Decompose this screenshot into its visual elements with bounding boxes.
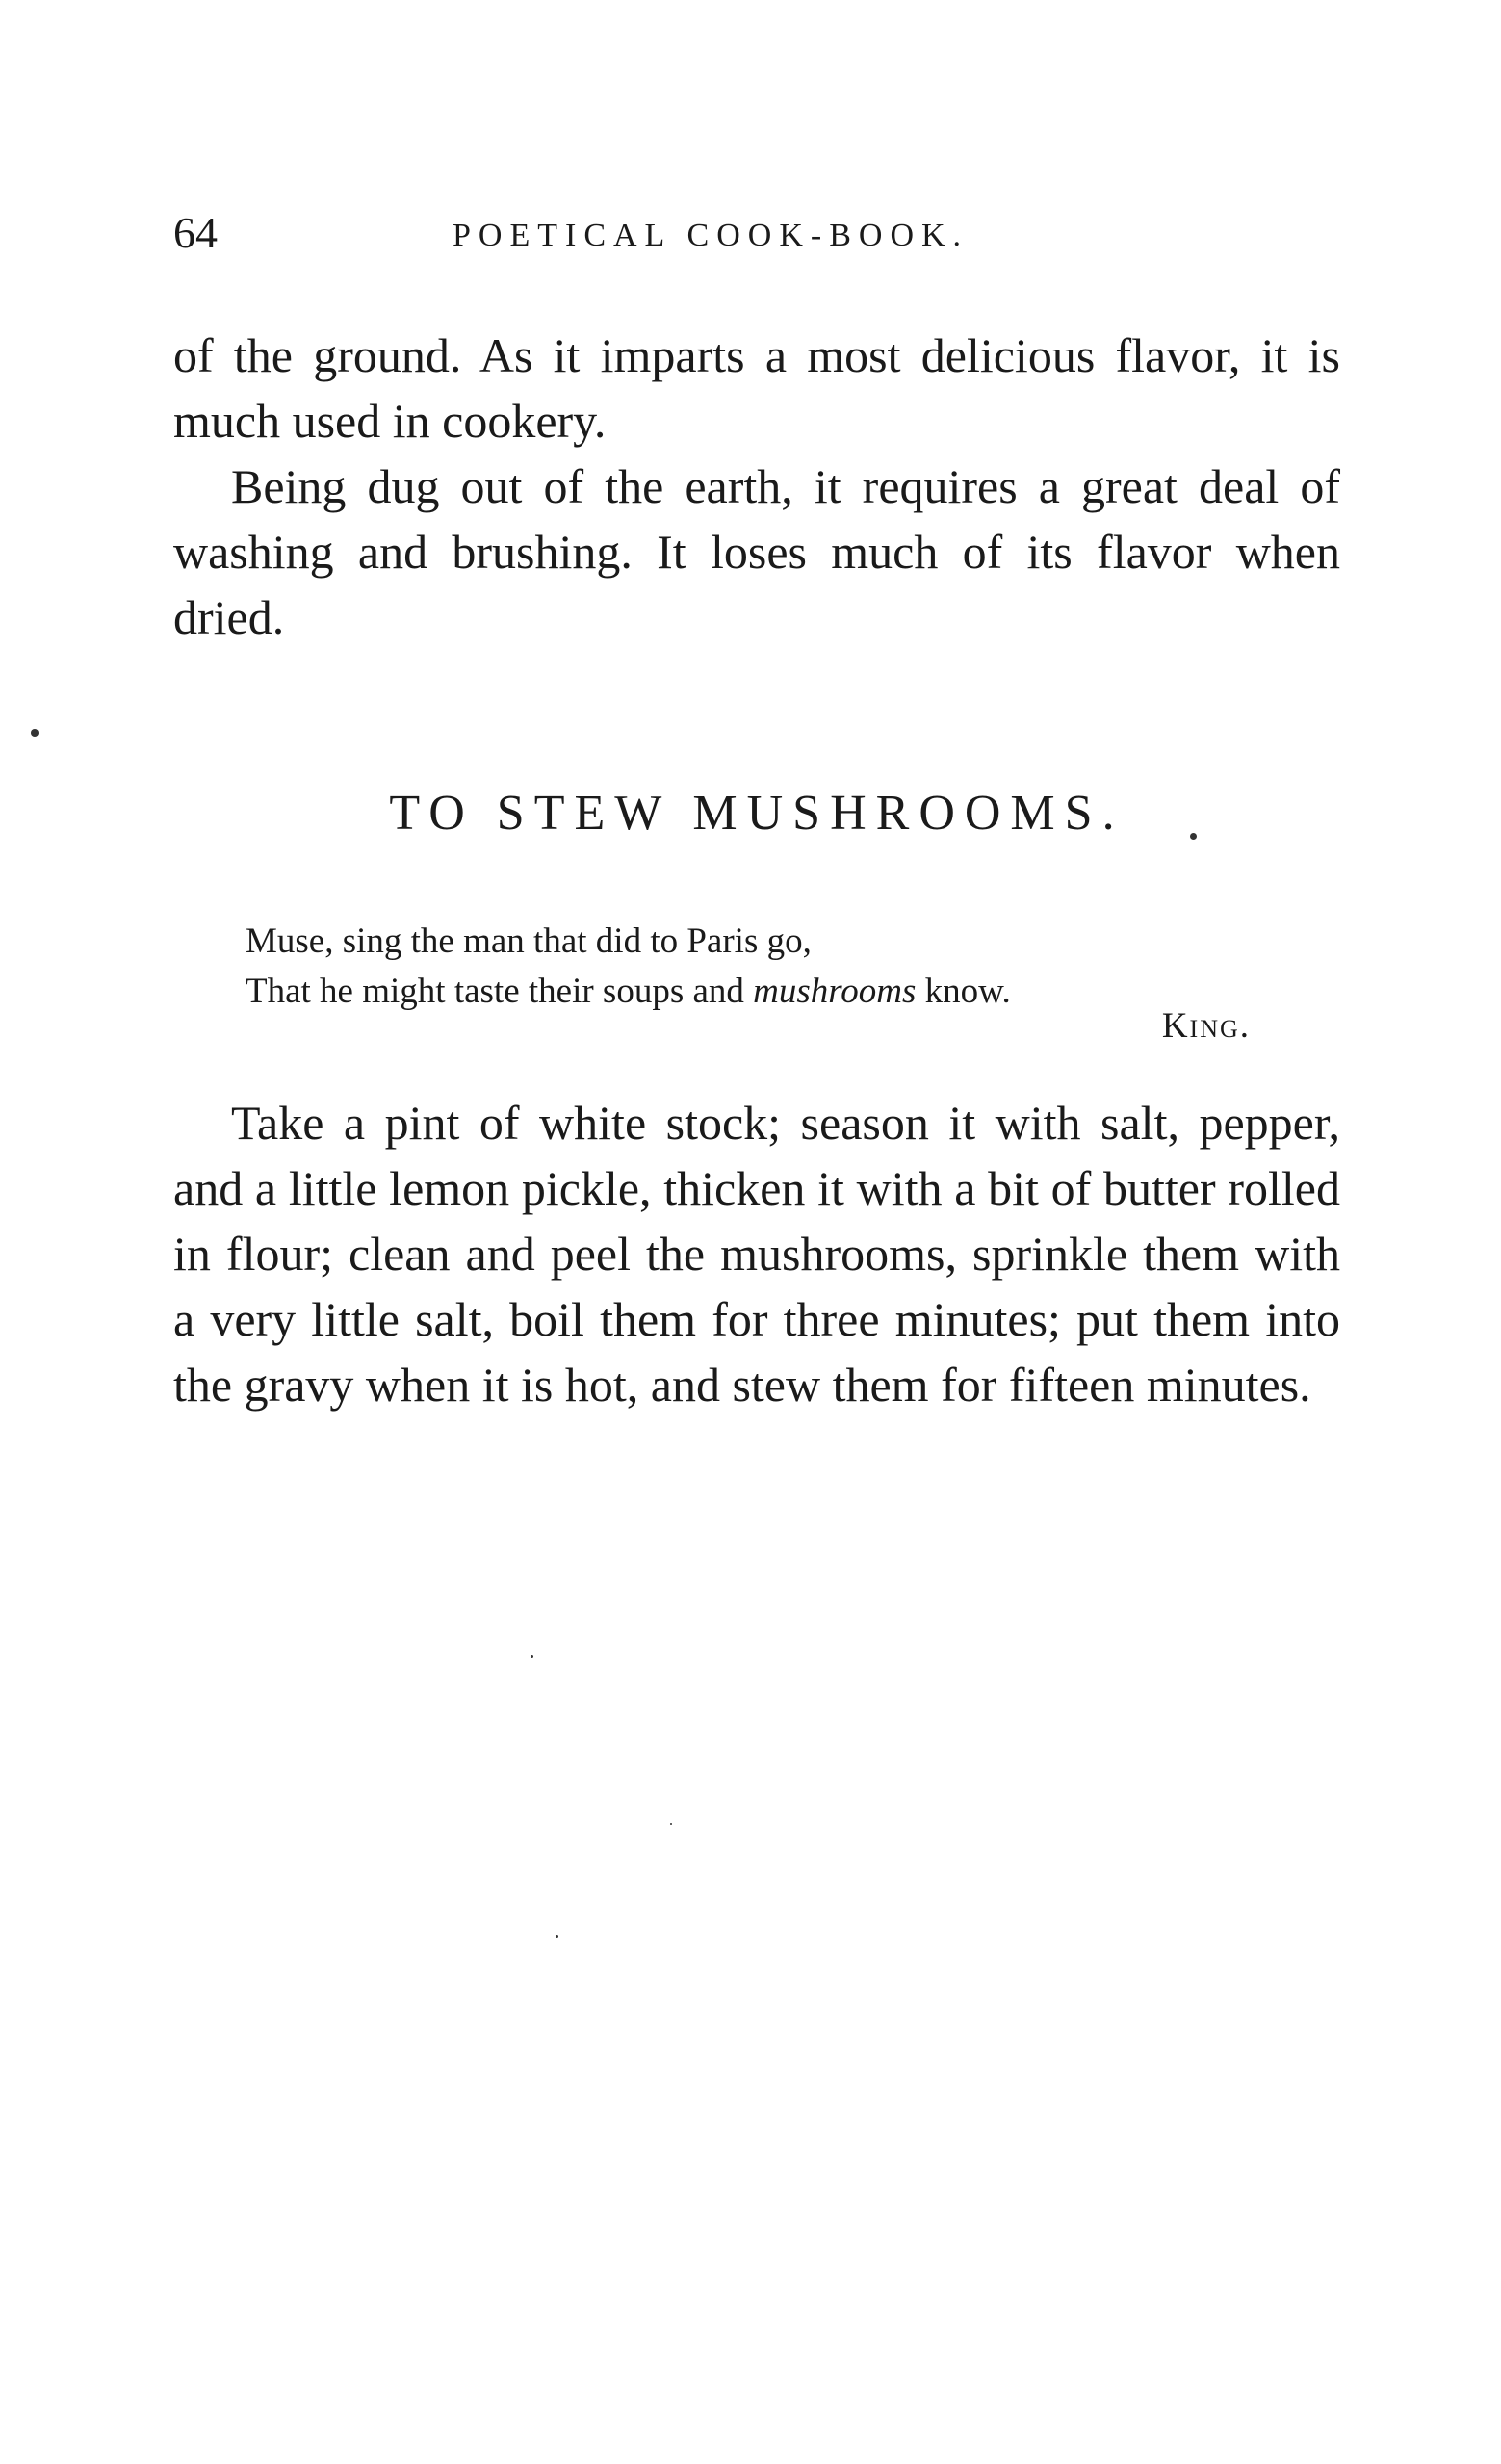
intro-paragraph-2: Being dug out of the earth, it requires a great deal of washing and brushing. It loses much of its flavor when dried. (173, 459, 1340, 644)
epigraph-line-2-start: That he might taste their soups and (246, 972, 754, 1011)
epigraph (246, 917, 1266, 1017)
running-title: POETICAL COOK-BOOK. (453, 218, 970, 253)
recipe-paragraph: Take a pint of white stock; season it with salt, pepper, and a little lemon pickle, thicken it with a bit of butter rolled in flour; clean and peel the mushrooms, sprinkle them with a very little salt, boil them for three minutes; put them into the gravy when it is hot, and stew them for fifteen minutes. (173, 1096, 1340, 1412)
epigraph-attribution: King. (1161, 1006, 1251, 1046)
epigraph-line-2 (246, 967, 1266, 1017)
intro-text (173, 323, 1340, 650)
epigraph-italic-word: mushrooms (753, 972, 917, 1011)
epigraph-line-1: Muse, sing the man that did to Paris go, (246, 921, 812, 961)
print-speck (31, 729, 39, 737)
intro-paragraph-1: of the ground. As it imparts a most delicious flavor, it is much used in cookery. (173, 328, 1340, 448)
running-head (173, 204, 1340, 262)
recipe-text (173, 1090, 1340, 1417)
print-speck (556, 1935, 558, 1938)
epigraph-line-2-end: know. (916, 972, 1011, 1011)
page-number: 64 (173, 208, 218, 257)
section-heading: TO STEW MUSHROOMS. (389, 786, 1125, 841)
print-speck (1190, 833, 1197, 840)
print-speck (531, 1655, 533, 1658)
print-speck (670, 1823, 672, 1825)
